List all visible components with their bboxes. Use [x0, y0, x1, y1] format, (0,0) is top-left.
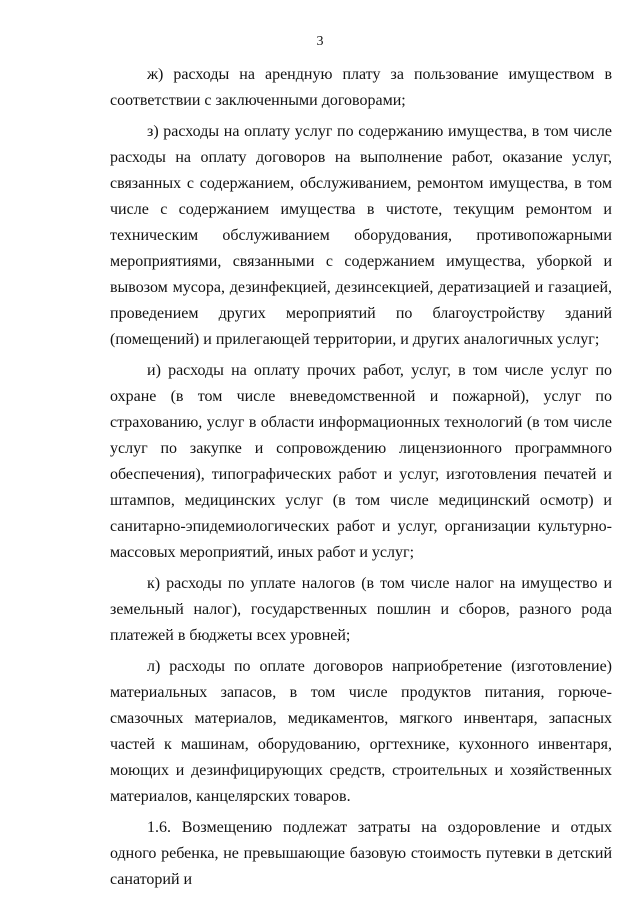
paragraph-z: з) расходы на оплату услуг по содержанию имущества, в том числе расходы на оплату договоров на выполнение работ, оказание услуг, связанных с содержанием, обслуживанием, ремонтом имущества, в том числе с содержанием имущества в чистоте, текущим ремонтом и техническим обслуживанием оборудования, противопожарными мероприятиями, связанными с содержанием имущества, уборкой и вывозом мусора, дезинфекцией, дезинсекцией, дератизацией и газацией, проведением других мероприятий по благоустройству зданий (помещений) и прилегающей территории, и других аналогичных услуг;	[110, 123, 612, 348]
paragraph-l: л) расходы по оплате договоров наприобретение (изготовление) материальных запасов, в том числе продуктов питания, горюче-смазочных материалов, медикаментов, мягкого инвентаря, запасных частей к машинам, оборудованию, оргтехнике, кухонного инвентаря, моющих и дезинфицирующих средств, строительных и хозяйственных материалов, канцелярских товаров.	[110, 658, 612, 805]
paragraph-i: и) расходы на оплату прочих работ, услуг, в том числе услуг по охране (в том числе вневедомственной и пожарной), услуг по страхованию, услуг в области информационных технологий (в том числе услуг по закупке и сопровождению лицензионного программного обеспечения), типографических работ и услуг, изготовления печатей и штампов, медицинских услуг (в том числе медицинский осмотр) и санитарно-эпидемиологических работ и услуг, организации культурно-массовых мероприятий, иных работ и услуг;	[110, 362, 612, 561]
document-body	[110, 62, 612, 893]
paragraph-zh: ж) расходы на арендную плату за пользование имуществом в соответствии с заключенными договорами;	[110, 66, 612, 109]
paragraph-1-6: 1.6. Возмещению подлежат затраты на оздоровление и отдых одного ребенка, не превышающие базовую стоимость путевки в детский санаторий и	[110, 819, 612, 888]
paragraph-k: к) расходы по уплате налогов (в том числе налог на имущество и земельный налог), государственных пошлин и сборов, разного рода платежей в бюджеты всех уровней;	[110, 575, 612, 644]
page-number: 3	[316, 34, 324, 49]
